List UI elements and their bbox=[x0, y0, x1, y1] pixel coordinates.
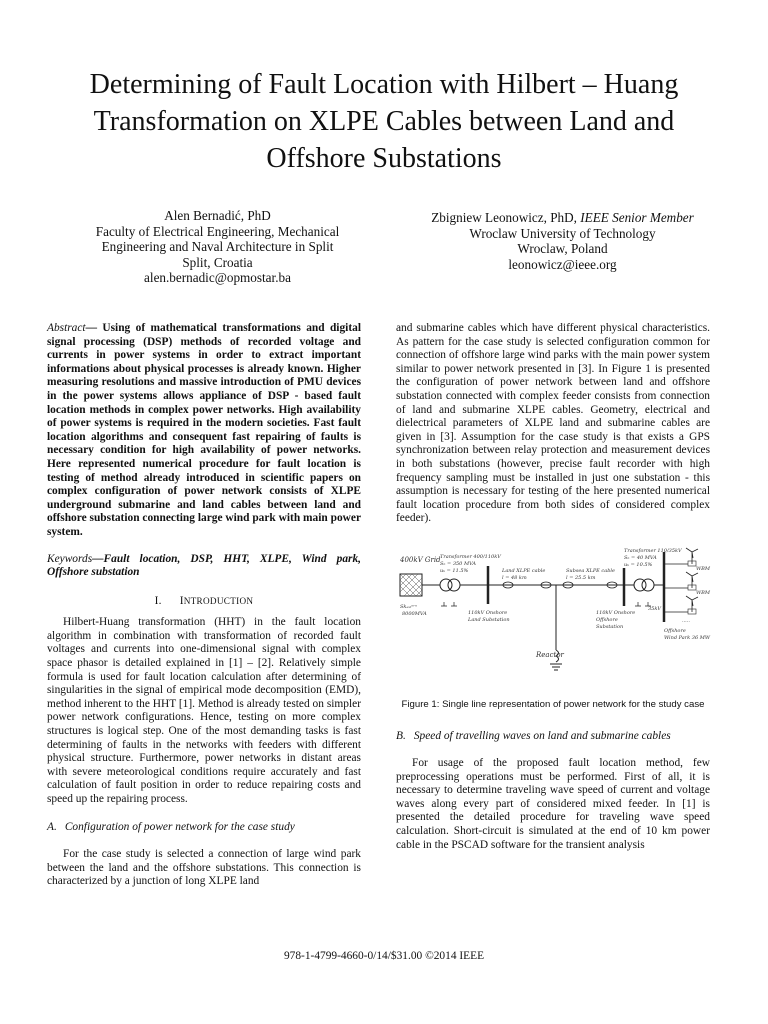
right-column bbox=[396, 322, 710, 852]
figure-label-subsea-cable-length: l = 25.5 km bbox=[566, 574, 596, 581]
subsection-title: Configuration of power network for the case study bbox=[64, 820, 295, 833]
figure-label-tr2-title: Transformer 110/35kV bbox=[624, 547, 682, 554]
author-block-left bbox=[40, 208, 395, 286]
paper-title bbox=[40, 66, 728, 177]
keywords bbox=[47, 553, 361, 580]
subsection-label: A. bbox=[47, 820, 57, 833]
figure-label-short-circuit-value: 8000MVA bbox=[402, 610, 427, 617]
figure-label-reactor: Reactor bbox=[536, 650, 564, 659]
figure-label-tr2-impedance: uₖ = 10.5% bbox=[624, 561, 653, 568]
title-line: Offshore Substations bbox=[266, 143, 502, 174]
author-affiliation: Wroclaw, Poland bbox=[517, 241, 608, 256]
abstract-text: — Using of mathematical transformations and digital signal processing (DSP) methods of recorded voltage and currents in power systems in order to extract important informations about physical processes is already known. Higher measuring resolutions and massive introduction of PMU devices in the power systems allows appliance of DSP - based fault location methods in complex power networks. High availability of power systems is required in the modern societies. Fast fault location algorithms and consequent fast repairing of faults is necessary condition for high availability of power networks. Here represented numerical procedure for fault location is testing of method already introduced in scientific papers on complex configuration of power network consists of XLPE underground submarine and land cables between land and offshore substation connecting large wind park with main power system. bbox=[47, 322, 361, 538]
grid-hatch bbox=[400, 574, 422, 596]
figure-label-turbine: WBM bbox=[696, 565, 710, 572]
author-name: Alen Bernadić, PhD bbox=[164, 208, 271, 223]
author-name-line bbox=[395, 210, 730, 226]
figure-1 bbox=[396, 544, 710, 694]
figure-label-offshore-substation-2: Offshore bbox=[596, 616, 618, 623]
abstract-lead: Abstract bbox=[47, 322, 86, 334]
figure-caption: Figure 1: Single line representation of power network for the study case bbox=[401, 698, 705, 710]
figure-label-grid: 400kV Grid bbox=[400, 555, 441, 564]
author-affiliation: Faculty of Electrical Engineering, Mechanical bbox=[95, 223, 340, 239]
author-email: alen.bernadic@opmostar.ba bbox=[144, 270, 291, 285]
keywords-lead: Keywords bbox=[47, 552, 93, 565]
left-column bbox=[47, 322, 361, 889]
author-affiliation: Wroclaw University of Technology bbox=[469, 225, 656, 241]
author-email: leonowicz@ieee.org bbox=[508, 256, 617, 272]
figure-label-35kv: 35kV bbox=[648, 605, 662, 612]
figure-label-tr1-rating: Sₙ = 350 MVA bbox=[440, 560, 476, 567]
title-line: Transformation on XLPE Cables between Land and bbox=[93, 106, 675, 137]
section-heading-introduction bbox=[47, 595, 361, 609]
section-title-rest: NTRODUCTION bbox=[183, 595, 254, 606]
earthing-mark bbox=[441, 602, 457, 606]
author-affiliation: Engineering and Naval Architecture in Split bbox=[101, 239, 334, 254]
figure-label-subsea-cable: Subsea XLPE cable bbox=[566, 567, 615, 574]
subsection-title: Speed of travelling waves on land and submarine cables bbox=[413, 729, 671, 742]
subsection-heading-a bbox=[47, 821, 361, 835]
figure-label-land-cable-length: l = 48 km bbox=[502, 574, 527, 581]
subsection-b-paragraph: For usage of the proposed fault location method, few preprocessing operations must be performed. First of all, it is necessary to determine traveling wave speed of current and voltage waves along every part of considered mixed feeder. In [1] is presented the detailed procedure for traveling wave speed calculation. Short-circuit is simulated at the end of 10 km power cable in the PSCAD software for the transient analysis bbox=[396, 757, 710, 851]
author-affiliation: Split, Croatia bbox=[182, 254, 253, 270]
figure-label-land-substation-2: Land Substation bbox=[468, 616, 510, 623]
figure-label-turbine: WBM bbox=[696, 589, 710, 596]
introduction-paragraph: Hilbert-Huang transformation (HHT) in the fault location algorithm in combination with transformation of recorded fault voltages and currents into one-dimensional signal with complex space phasor is detailed explained in [1] – [2]. Relatively simple formula is used for fault location calculation after determining of singularities in the signal of empirical mode decomposition (EMD), method inherent to the HHT [1]. Method is already tested on simpler power network configurations. Hence, testing on more complex structures is logical step. One of the most demanding tasks is fast determining of faults in the networks with feeders with different physical structure. Furthermore, power networks in distant areas with severe meteorological conditions require accurately and fast calculation of fault position in order to reduce repairing costs and speed up the repairing process. bbox=[47, 616, 361, 805]
title-line: Determining of Fault Location with Hilbert – Huang bbox=[89, 69, 679, 100]
figure-label-offshore-substation-3: Substation bbox=[596, 623, 624, 630]
section-title-first: I bbox=[179, 594, 184, 607]
section-number: I. bbox=[154, 594, 162, 607]
abstract bbox=[47, 322, 361, 540]
copyright-footer: 978-1-4799-4660-0/14/$31.00 ©2014 IEEE bbox=[283, 950, 485, 962]
figure-label-land-substation: 110kV Onshore bbox=[468, 609, 508, 616]
transformer-1-winding bbox=[448, 579, 460, 591]
figure-label-wind-park-2: Wind Park 36 MW bbox=[664, 634, 711, 641]
figure-label-land-cable: Land XLPE cable bbox=[502, 567, 546, 574]
keywords-text: —Fault location, DSP, HHT, XLPE, Wind park, Offshore substation bbox=[47, 552, 361, 579]
figure-label-short-circuit: Skₑₓₜᵉʳⁿ bbox=[400, 603, 418, 610]
figure-label-wind-park: Offshore bbox=[664, 627, 686, 634]
right-column-paragraph: and submarine cables which have different physical characteristics. As pattern for the case study is selected configuration common for connection of offshore large wind parks with the main power system similar to power network presented in [3]. In Figure 1 is presented the configuration of power network between land and offshore substation connected with complex feeder consists from connection of land and submarine XLPE cables. Geometry, electrical and dielectrical parameters of XLPE land and submarine cables are given in [3]. Assumption for the case study is that exists a GPS synchronization between relay protection and measurement devices in both substations (however, precise fault recorder with high frequency sampling must be installed in just one substation - this assumption is necessary for testing of the here presented numerical fault location procedure from both sides of considered complex feeder). bbox=[396, 322, 710, 525]
figure-label-offshore-substation: 110kV Onshore bbox=[596, 609, 636, 616]
author-block-right bbox=[395, 210, 730, 272]
figure-label-tr1-title: Transformer 400/110kV bbox=[440, 553, 501, 560]
author-name: Zbigniew Leonowicz, PhD, bbox=[431, 210, 577, 225]
figure-label-tr1-impedance: uₖ = 11.5% bbox=[440, 567, 469, 574]
figure-label-tr2-rating: Sₙ = 40 MVA bbox=[624, 554, 657, 561]
subsection-label: B. bbox=[396, 729, 406, 742]
author-role: IEEE Senior Member bbox=[580, 210, 694, 225]
subsection-heading-b bbox=[396, 730, 710, 744]
transformer-2-winding bbox=[642, 579, 654, 591]
subsection-a-paragraph: For the case study is selected a connection of large wind park between the land and the offshore substations. This connection is characterized by a junction of long XLPE land bbox=[47, 848, 361, 888]
figure-label-dots: ..... bbox=[682, 617, 690, 624]
